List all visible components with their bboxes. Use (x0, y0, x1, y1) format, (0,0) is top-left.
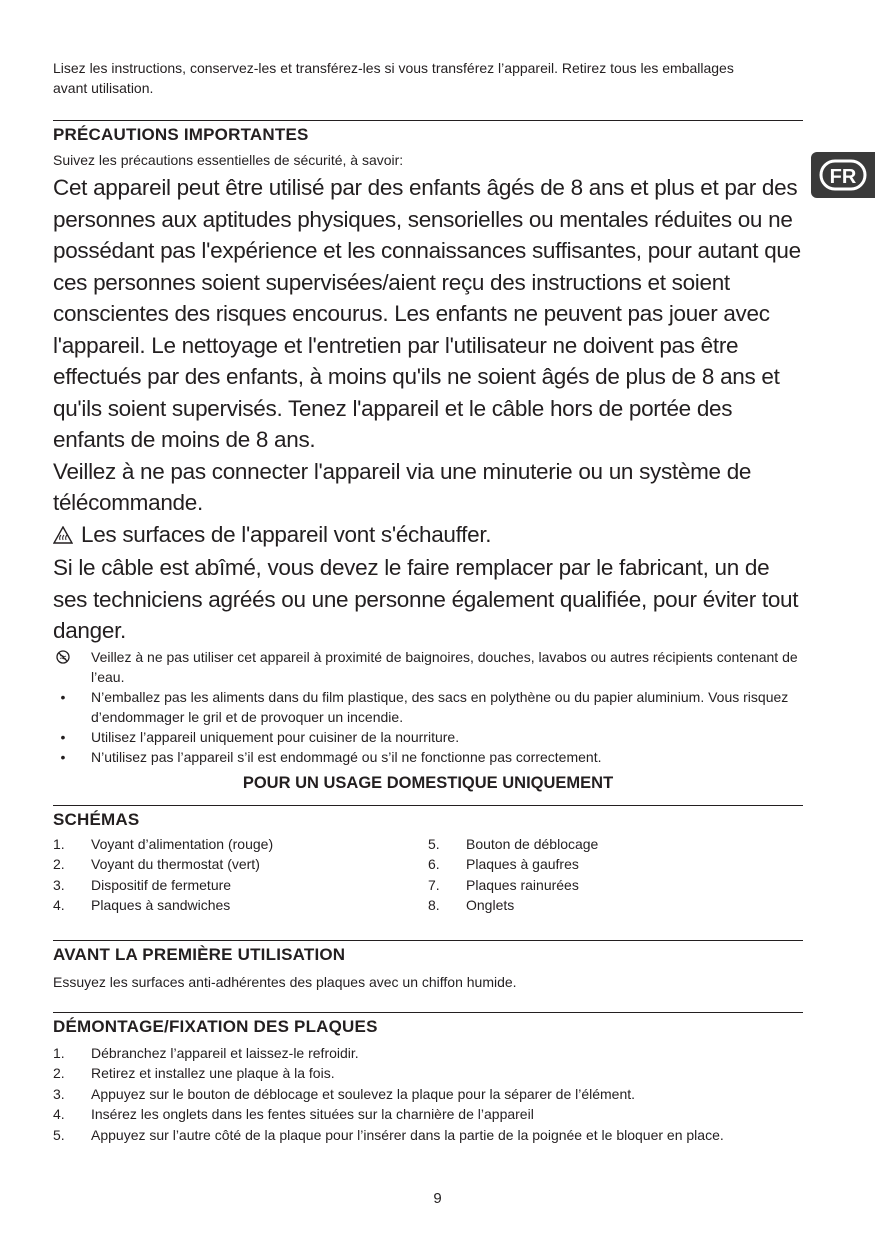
hot-surface-text: Les surfaces de l'appareil vont s'échauffer. (81, 521, 492, 547)
schemas-list-left (53, 834, 428, 916)
list-number: 4. (53, 1106, 65, 1122)
list-item-text: Retirez et installez une plaque à la fois. (91, 1065, 335, 1081)
intro-text: Lisez les instructions, conservez-les et transférez-les si vous transférez l’appareil. Retirez tous les emballages avant utilisation. (53, 60, 734, 96)
list-item-text: Appuyez sur le bouton de déblocage et soulevez la plaque pour la séparer de l’élément. (91, 1085, 636, 1102)
language-tab-label: FR (829, 166, 857, 188)
page-content (53, 58, 803, 1145)
list-item-text: Veillez à ne pas utiliser cet appareil à proximité de baignoires, douches, lavabos ou autres récipients contenant de l’eau. (91, 648, 798, 685)
section-divider (53, 805, 803, 806)
list-number: 1. (53, 1044, 65, 1061)
section-divider (53, 120, 803, 121)
language-tab (811, 152, 875, 198)
precautions-cable-paragraph: Si le câble est abîmé, vous devez le faire remplacer par le fabricant, un de ses techniciens agréés ou une personne également qualifiée, pour éviter tout danger. (53, 555, 799, 643)
language-badge-icon (819, 157, 867, 193)
list-number: 6. (428, 856, 440, 872)
list-item-text: Insérez les onglets dans les fentes situées sur la charnière de l’appareil (91, 1106, 534, 1122)
list-item-text: Utilisez l’appareil uniquement pour cuisiner de la nourriture. (91, 728, 460, 745)
list-number: 2. (53, 856, 65, 872)
list-number: 3. (53, 1085, 65, 1102)
list-item-text: Plaques à sandwiches (91, 897, 231, 913)
bullet-icon: • (60, 688, 66, 705)
schemas-lists (53, 834, 803, 916)
precautions-bullet-list (53, 647, 803, 767)
schemas-list-right (428, 834, 803, 916)
list-item (428, 834, 803, 855)
list-item (428, 895, 803, 916)
precautions-subtitle: Suivez les précautions essentielles de sécurité, à savoir: (53, 152, 404, 168)
list-item (53, 875, 428, 896)
list-number: 8. (428, 897, 440, 913)
list-item (53, 834, 428, 855)
list-item (53, 727, 803, 747)
domestic-use-notice: POUR UN USAGE DOMESTIQUE UNIQUEMENT (242, 773, 614, 792)
precautions-children-paragraph: Cet appareil peut être utilisé par des enfants âgés de 8 ans et plus et par des personnes aux aptitudes physiques, sensorielles ou mentales réduites ou ne possédant pas l'expérience et les connaissances suffisantes, pour autant que ces personnes soient supervisées/aient reçu des instructions et soient conscientes des risques encourus. Les enfants ne peuvent pas jouer avec l'appareil. Le nettoyage et l'entretien par l'utilisateur ne doivent pas être effectués par des enfants, à moins qu'ils ne soient âgés de plus de 8 ans et qu'ils soient supervisés. Tenez l'appareil et le câble hors de portée des enfants de moins de 8 ans. (53, 175, 801, 452)
list-item (53, 895, 428, 916)
list-item-text: N’utilisez pas l’appareil s’il est endommagé ou s’il ne fonctionne pas correctement. (91, 748, 602, 765)
list-item-text: Plaques rainurées (466, 876, 579, 893)
list-number: 7. (428, 876, 440, 893)
list-item-text: Dispositif de fermeture (91, 876, 232, 893)
schemas-title: SCHÉMAS (53, 809, 140, 829)
list-item (53, 647, 803, 687)
list-number: 4. (53, 897, 65, 913)
list-item-text: N’emballez pas les aliments dans du film plastique, des sacs en polythène ou du papier aluminium. Vous risquez d’endommager le gril et de provoquer un incendie. (91, 688, 789, 725)
list-item-text: Onglets (466, 897, 515, 913)
list-item (53, 1084, 803, 1105)
section-divider (53, 1012, 803, 1013)
bullet-icon: • (60, 728, 66, 745)
bullet-icon: • (60, 748, 66, 765)
list-item-text: Voyant d’alimentation (rouge) (91, 835, 274, 852)
list-number: 5. (428, 835, 440, 852)
precautions-title: PRÉCAUTIONS IMPORTANTES (53, 125, 309, 144)
list-item (53, 1125, 803, 1146)
first-use-text: Essuyez les surfaces anti-adhérentes des plaques avec un chiffon humide. (53, 973, 517, 990)
list-item (53, 747, 803, 767)
list-item (53, 1063, 803, 1084)
page-number: 9 (433, 1190, 442, 1207)
list-item-text: Bouton de déblocage (466, 835, 599, 852)
list-item (428, 854, 803, 875)
list-item-text: Appuyez sur l’autre côté de la plaque pour l’insérer dans la partie de la poignée et le bloquer en place. (91, 1126, 724, 1143)
list-number: 1. (53, 835, 65, 852)
no-water-icon (53, 647, 73, 667)
list-item-text: Débranchez l’appareil et laissez-le refroidir. (91, 1044, 359, 1061)
list-item (428, 875, 803, 896)
first-use-title: AVANT LA PREMIÈRE UTILISATION (53, 944, 346, 964)
list-item (53, 1104, 803, 1125)
list-number: 2. (53, 1065, 65, 1081)
list-item-text: Plaques à gaufres (466, 856, 579, 872)
list-item (53, 854, 428, 875)
list-item (53, 1043, 803, 1064)
list-item-text: Voyant du thermostat (vert) (91, 856, 260, 872)
list-number: 3. (53, 876, 65, 893)
list-number: 5. (53, 1126, 65, 1143)
section-divider (53, 940, 803, 941)
list-item (53, 687, 803, 727)
hot-surface-warning-icon (53, 521, 75, 553)
plates-title: DÉMONTAGE/FIXATION DES PLAQUES (53, 1016, 378, 1036)
plates-steps-list (53, 1043, 803, 1146)
precautions-hot-surface-paragraph (53, 519, 803, 553)
precautions-timer-paragraph: Veillez à ne pas connecter l'appareil via une minuterie ou un système de télécommande. (53, 458, 752, 515)
